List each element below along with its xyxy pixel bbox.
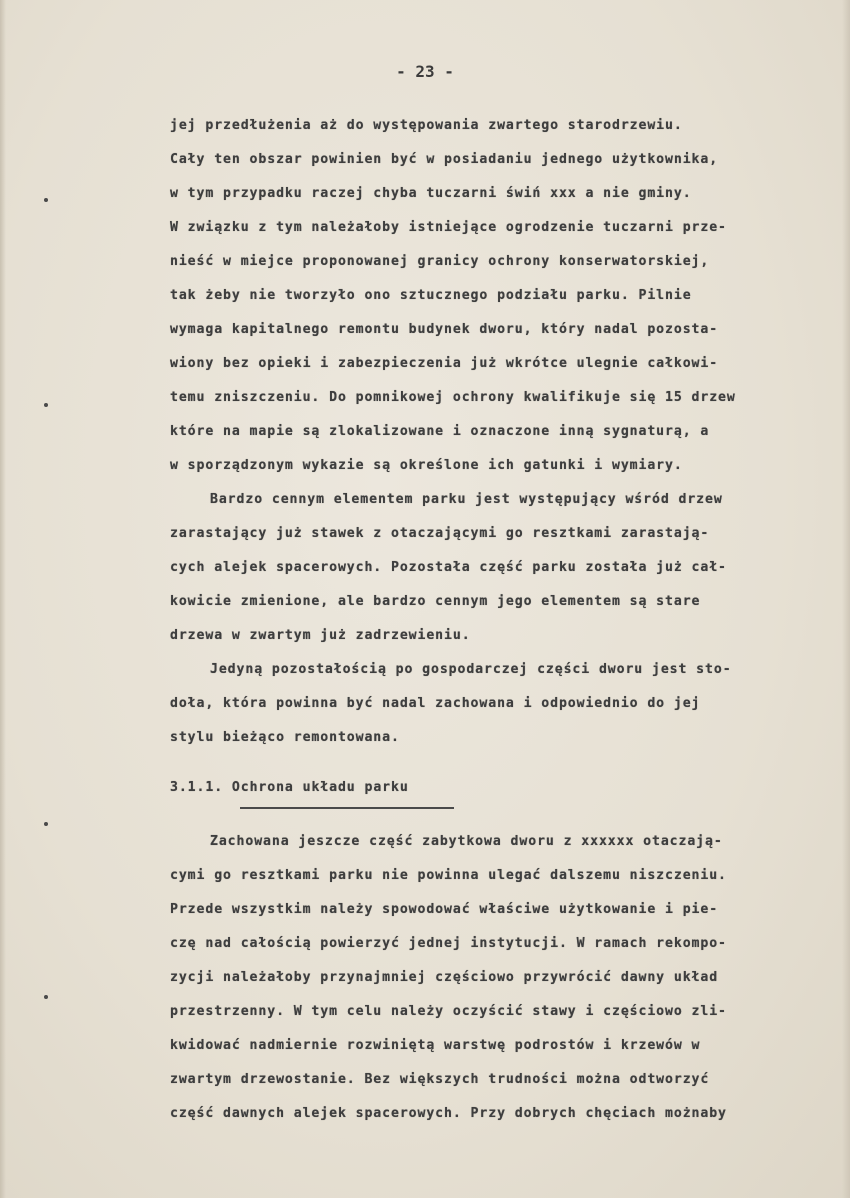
text-line: zarastający już stawek z otaczającymi go resztkami zarastają- [170,526,710,541]
text-line: Jedyną pozostałością po gospodarczej części dworu jest sto- [210,662,732,677]
punch-hole-mark [44,198,48,202]
text-line: temu zniszczeniu. Do pomnikowej ochrony kwalifikuje się 15 drzew [170,390,736,405]
section-heading [170,780,409,795]
section-heading-underline [240,807,454,809]
text-line: Cały ten obszar powinien być w posiadaniu jednego użytkownika, [170,152,719,167]
page-left-edge [0,0,6,1198]
page-number: - 23 - [396,62,454,81]
text-line: kowicie zmienione, ale bardzo cennym jego elementem są stare [170,594,701,609]
punch-hole-mark [44,995,48,999]
text-line: stylu bieżąco remontowana. [170,730,400,745]
text-line: wymaga kapitalnego remontu budynek dworu, który nadal pozosta- [170,322,719,337]
section-heading-title: Ochrona układu parku [231,780,409,795]
text-line: w tym przypadku raczej chyba tuczarni świń xxx a nie gminy. [170,186,692,201]
text-line: tak żeby nie tworzyło ono sztucznego podziału parku. Pilnie [170,288,692,303]
text-line: W związku z tym należałoby istniejące ogrodzenie tuczarni prze- [170,220,727,235]
section-heading-number: 3.1.1. [170,780,224,795]
text-line: cymi go resztkami parku nie powinna ulegać dalszemu niszczeniu. [170,868,727,883]
text-line: nieść w miejce proponowanej granicy ochrony konserwatorskiej, [170,254,710,269]
text-line: kwidować nadmiernie rozwiniętą warstwę podrostów i krzewów w [170,1038,701,1053]
text-line: zycji należałoby przynajmniej częściowo przywrócić dawny układ [170,970,719,985]
text-line: Przede wszystkim należy spowodować właściwe użytkowanie i pie- [170,902,719,917]
text-line: cych alejek spacerowych. Pozostała część parku została już cał- [170,560,727,575]
text-line: Bardzo cennym elementem parku jest występujący wśród drzew [210,492,723,507]
text-line: wiony bez opieki i zabezpieczenia już wkrótce ulegnie całkowi- [170,356,719,371]
text-line: które na mapie są zlokalizowane i oznaczone inną sygnaturą, a [170,424,710,439]
punch-hole-mark [44,403,48,407]
text-line: czę nad całością powierzyć jednej instytucji. W ramach rekompo- [170,936,727,951]
page-right-edge [842,0,850,1198]
text-line: przestrzenny. W tym celu należy oczyścić stawy i częściowo zli- [170,1004,727,1019]
text-line: drzewa w zwartym już zadrzewieniu. [170,628,471,643]
punch-hole-mark [44,822,48,826]
text-line: część dawnych alejek spacerowych. Przy dobrych chęciach możnaby [170,1106,727,1121]
text-line: w sporządzonym wykazie są określone ich gatunki i wymiary. [170,458,683,473]
text-line: jej przedłużenia aż do występowania zwartego starodrzewiu. [170,118,683,133]
text-line: Zachowana jeszcze część zabytkowa dworu z xxxxxx otaczają- [210,834,723,849]
text-line: zwartym drzewostanie. Bez większych trudności można odtworzyć [170,1072,710,1087]
text-line: doła, która powinna być nadal zachowana i odpowiednio do jej [170,696,701,711]
